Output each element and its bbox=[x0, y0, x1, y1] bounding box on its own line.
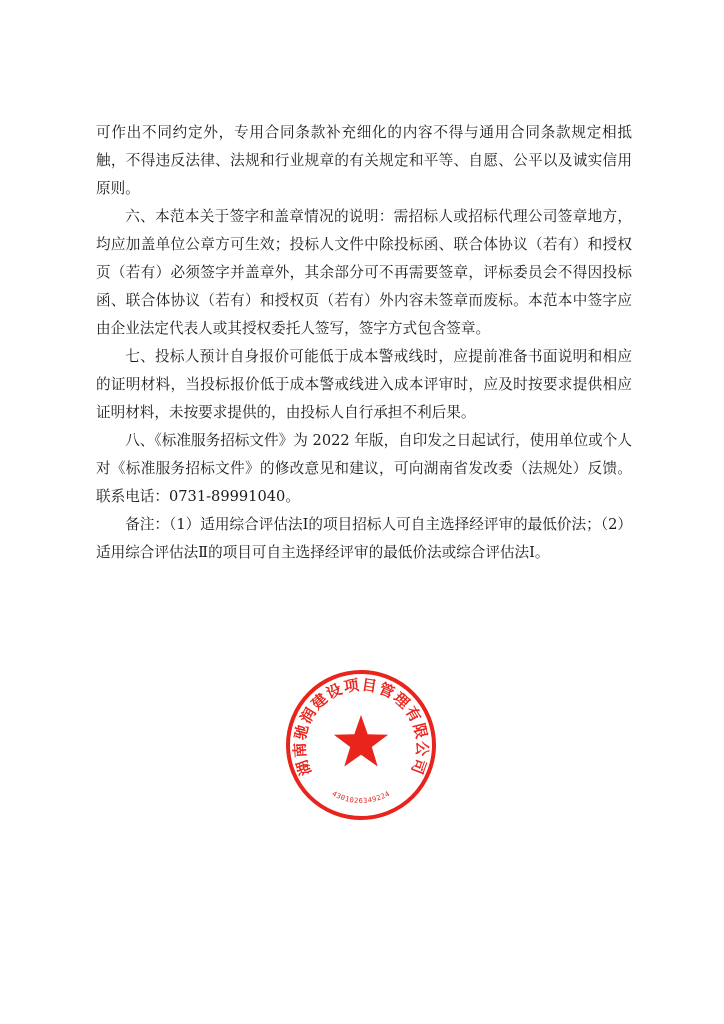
paragraph-3: 七、投标人预计自身报价可能低于成本警戒线时，应提前准备书面说明和相应的证明材料，当投标报价低于成本警戒线进入成本评审时，应及时按要求提供相应证明材料，未按要求提供的，由投标人自行承担不利后果。 bbox=[96, 348, 632, 421]
seal-code: 4301026349224 bbox=[330, 789, 392, 805]
paragraph-2: 六、本范本关于签字和盖章情况的说明：需招标人或招标代理公司签章地方，均应加盖单位公章方可生效；投标人文件中除投标函、联合体协议（若有）和授权页（若有）必须签字并盖章外，其余部分可不再需要签章，评标委员会不得因投标函、联合体协议（若有）和授权页（若有）外内容未签章而废标。本范本中签字应由企业法定代表人或其授权委托人签写，签字方式包含签章。 bbox=[96, 208, 632, 337]
paragraph-4: 八、《标准服务招标文件》为 2022 年版，自印发之日起试行，使用单位或个人对《标准服务招标文件》的修改意见和建议，可向湖南省发改委（法规处）反馈。联系电话：0731-89991040。 bbox=[96, 432, 632, 505]
body-text bbox=[96, 119, 632, 567]
seal-star-icon bbox=[334, 715, 388, 767]
company-seal bbox=[283, 667, 439, 823]
paragraph-5: 备注：（1）适用综合评估法Ⅰ的项目招标人可自主选择经评审的最低价法；（2）适用综合评估法Ⅱ的项目可自主选择经评审的最低价法或综合评估法Ⅰ。 bbox=[96, 516, 632, 561]
paragraph-1: 可作出不同约定外，专用合同条款补充细化的内容不得与通用合同条款规定相抵触，不得违反法律、法规和行业规章的有关规定和平等、自愿、公平以及诚实信用原则。 bbox=[96, 124, 632, 197]
seal-company-name: 湖南驰润建设项目管理有限公司 bbox=[290, 675, 432, 778]
